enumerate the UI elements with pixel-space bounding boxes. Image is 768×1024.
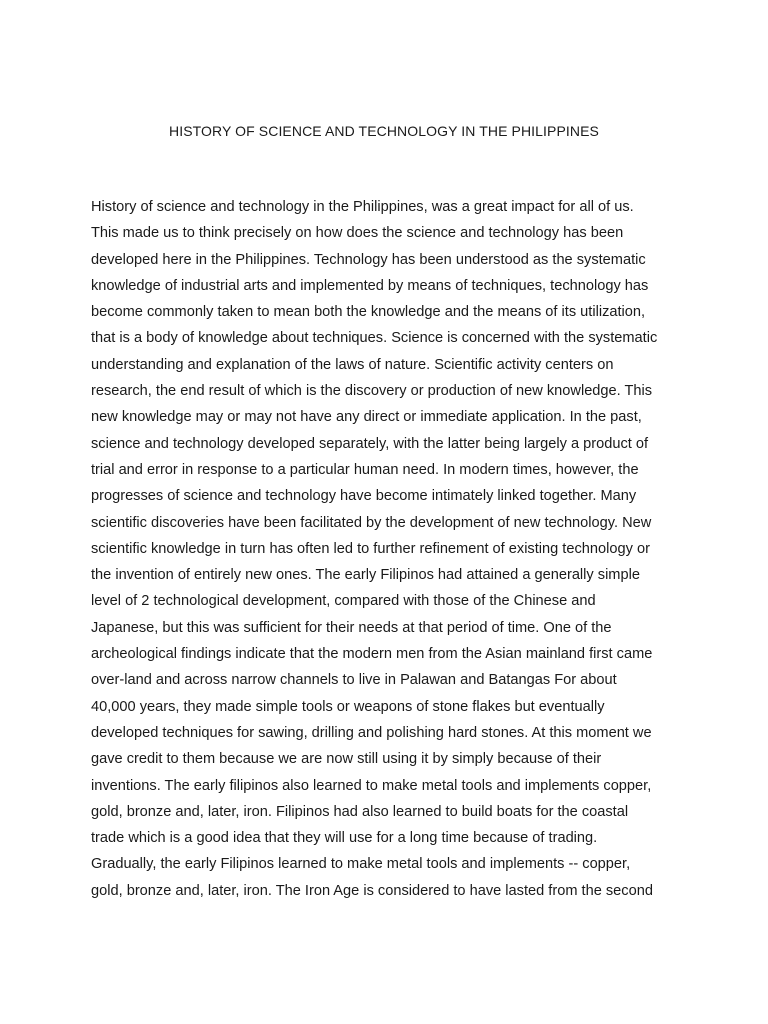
document-title: HISTORY OF SCIENCE AND TECHNOLOGY IN THE PHILIPPINES <box>169 123 599 139</box>
body-line: become commonly taken to mean both the knowledge and the means of its utilization, <box>91 304 646 321</box>
body-line: Gradually, the early Filipinos learned to make metal tools and implements -- copper, <box>91 856 631 873</box>
document-body <box>91 194 691 904</box>
body-line: trial and error in response to a particular human need. In modern times, however, the <box>91 461 639 478</box>
body-line: archeological findings indicate that the modern men from the Asian mainland first came <box>91 646 653 663</box>
body-line: gold, bronze and, later, iron. Filipinos had also learned to build boats for the coastal <box>91 803 629 820</box>
body-line: Japanese, but this was sufficient for their needs at that period of time. One of the <box>91 619 612 636</box>
body-line: the invention of entirely new ones. The early Filipinos had attained a generally simple <box>91 567 640 584</box>
body-line: understanding and explanation of the laws of nature. Scientific activity centers on <box>91 356 614 373</box>
body-line: level of 2 technological development, compared with those of the Chinese and <box>91 593 596 610</box>
body-line: developed here in the Philippines. Technology has been understood as the systematic <box>91 251 646 268</box>
body-line: This made us to think precisely on how does the science and technology has been <box>91 225 624 242</box>
body-line: new knowledge may or may not have any direct or immediate application. In the past, <box>91 409 642 426</box>
body-line: progresses of science and technology have become intimately linked together. Many <box>91 488 637 505</box>
body-line: science and technology developed separately, with the latter being largely a product of <box>91 435 649 452</box>
body-line: that is a body of knowledge about techniques. Science is concerned with the systematic <box>91 330 658 347</box>
body-line: 40,000 years, they made simple tools or weapons of stone flakes but eventually <box>91 698 605 715</box>
body-line: scientific discoveries have been facilitated by the development of new technology. New <box>91 514 652 531</box>
body-line: History of science and technology in the Philippines, was a great impact for all of us. <box>91 199 634 215</box>
body-line: gold, bronze and, later, iron. The Iron Age is considered to have lasted from the second <box>91 882 653 899</box>
body-line: trade which is a good idea that they will use for a long time because of trading. <box>91 830 598 847</box>
body-line: research, the end result of which is the discovery or production of new knowledge. This <box>91 383 653 400</box>
body-line: scientific knowledge in turn has often led to further refinement of existing technology or <box>91 540 650 557</box>
body-line: developed techniques for sawing, drilling and polishing hard stones. At this moment we <box>91 724 652 741</box>
body-line: gave credit to them because we are now still using it by simply because of their <box>91 751 602 768</box>
body-line: inventions. The early filipinos also learned to make metal tools and implements copper, <box>91 777 652 794</box>
body-line: over-land and across narrow channels to live in Palawan and Batangas For about <box>91 672 617 689</box>
body-line: knowledge of industrial arts and implemented by means of techniques, technology has <box>91 277 649 294</box>
